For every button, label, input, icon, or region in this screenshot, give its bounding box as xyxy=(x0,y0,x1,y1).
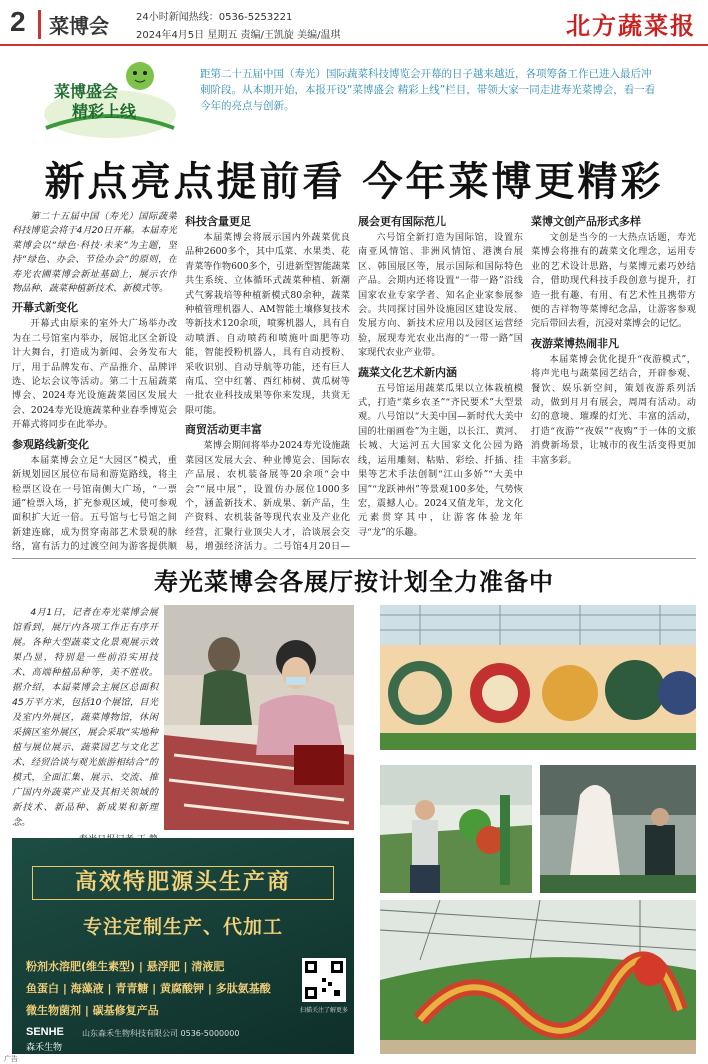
main-headline: 新点亮点提前看 今年菜博更精彩 xyxy=(44,159,664,205)
secondary-story xyxy=(12,605,158,864)
dateline: 2024年4月5日 星期五 责编/王凯旋 美编/温琪 xyxy=(136,30,341,41)
paragraph-tech: 本届菜博会将展示国内外蔬菜优良品种2600多个，其中瓜菜、水果类、花青菜等作物600多个，引进新型智能蔬菜共生系统、立体循环式蔬菜种植、新潮式气雾栽培等种植新模式80余种，蔬菜种植管理机器人、AM智能土壤修复技术等新技术120余项，喷雾机器人，具有自动喷洒、自动喷药和喷施叶面肥等功能，智能授粉机器人，具有自动授粉、采收识别、自动导航等功能，还有巨人南瓜、空中红薯、西红柿树、黄瓜树等一批农业科技成果等你来发现，共赏无限可能。 xyxy=(185,232,350,416)
subhead-trade: 商贸活动更丰富 xyxy=(185,423,262,437)
qr-caption: 扫描关注了解更多 xyxy=(300,1007,349,1014)
ad-product-line-3: 微生物菌剂 | 碳基修复产品 xyxy=(26,1004,159,1017)
subhead-art: 蔬菜文化艺术新内涵 xyxy=(358,365,457,379)
ad-label: 广告 xyxy=(4,1055,18,1063)
subhead-night: 夜游菜博热闹非凡 xyxy=(531,336,619,350)
secondary-story-text: 4月1日，记者在寿光菜博会展馆看到，展厅内各项工作正有序开展。各种大型蔬菜文化景观展示效果凸显，特别是一些前沿实用技术、高端种植品种等，美不胜收。据介绍，本届菜博会主展区总面积45万平方米，包括10个展馆，目光及室内外展区，蔬菜博物馆，休闲采摘区室外展区，展会采取“实地种植与展位展示、蔬菜园艺与文化艺术、经贸洽谈与观光旅游相结合”的模式，全面汇集、展示、交流、推广国内外蔬菜产业及其相关领域的新技术、新品种、新成果和新理念。 xyxy=(12,607,158,828)
ad-brand-name: 森禾生物 xyxy=(26,1043,63,1053)
subhead-tech: 科技含量更足 xyxy=(185,215,251,228)
column-intro: 距第二十五届中国（寿光）国际蔬菜科技博览会开幕的日子越来越近，各项筹备工作已进入最后冲刺阶段。从本期开始，本报开设“菜博盛会 精彩上线”栏目，带领大家一同走进寿光菜博会，看一看今年的亮点与创新。 xyxy=(200,68,656,112)
ad-subtitle: 专注定制生产、代加工 xyxy=(82,916,283,938)
paragraph-night: 本届菜博会优化提升“夜游模式”，将声光电与蔬菜园艺结合，开辟参观、餐饮、娱乐新空间，策划夜游系列活动，做到月月有展会，周周有活动。动幻的意境、璀璨的灯光、丰富的活动，打造“夜游”“夜娱”“夜购”于一体的文旅消费新场景，让城市的夜生活变得更加丰富多彩。 xyxy=(531,353,696,466)
article-column-2 xyxy=(185,210,350,555)
article-column-4 xyxy=(531,210,696,555)
paragraph-trade: 菜博会期间将举办2024寿光设施蔬菜园区发展大会、种业博览会、国际农产品展、农机装备展等20余项“会中会”“展中展”，设置仿办展位1000多个，涵盖新技术、新成果、新产品，生产资料、农机装备等现代农业及产业化经营，汇聚行业顶尖人才，洽谈展会交易，增强经济活力。二号馆4月20日— xyxy=(185,440,350,553)
article-column-3 xyxy=(358,210,523,555)
qr-code-icon xyxy=(302,958,346,1002)
ad-title: 高效特肥源头生产商 xyxy=(32,866,334,900)
paragraph-international: 六号馆全新打造为国际馆，设置东南亚风情馆、非洲风情馆、港澳台展区、韩国展区等，展示国际和国际特色产品。会期内还将设置“一带一路”沿线国家农业专家学者、知名企业家参展参会。共同探讨国外设施园区建设发展、发展方向、新技术应用以及园区运营经验，展现寿光农业出海的“一带一路”国家现代农业产业带。 xyxy=(358,232,523,359)
masthead: 北方蔬菜报 xyxy=(566,11,696,40)
logo-line-2: 精彩上线 xyxy=(72,102,137,121)
subhead-opening: 开幕式新变化 xyxy=(12,301,78,315)
section-title: 菜博会 xyxy=(38,10,109,39)
photo-dragon-sculpture xyxy=(380,900,696,1054)
photo-vegetable-art-wall xyxy=(380,605,696,750)
fertilizer-advertisement xyxy=(12,838,354,1054)
photo-gardener-pruning xyxy=(380,765,532,893)
subhead-international: 展会更有国际范儿 xyxy=(358,215,446,228)
article-column-1 xyxy=(12,210,177,555)
logo-line-1: 菜博盛会 xyxy=(54,82,119,101)
paragraph-creative: 文创是当今的一大热点话题，寿光菜博会将推有的蔬菜文化理念，运用专业的艺术设计思路，与菜博元素巧妙结合，借助现代科技手段创意与提升，打造一批有趣、有用、有艺术性且携带方便的吉祥物等菜博纪念品，让游客参观完后带回去看，沉浸对菜博会的记忆。 xyxy=(531,232,696,330)
ad-product-line-1: 粉剂水溶肥(维生素型) | 悬浮肥 | 清液肥 xyxy=(26,960,225,973)
page-header xyxy=(0,0,708,46)
photo-worker-crafting xyxy=(164,605,354,830)
column-logo-text xyxy=(54,82,136,122)
ad-brand-logo: SENHE xyxy=(26,1026,64,1038)
secondary-headline: 寿光菜博会各展厅按计划全力准备中 xyxy=(154,568,554,596)
photo-worker-sculpture xyxy=(540,765,696,893)
ad-product-line-2: 鱼蛋白 | 海藻液 | 青青糖 | 黄腐酸钾 | 多肽氨基酸 xyxy=(26,982,271,995)
main-article xyxy=(12,210,696,555)
page-number: 2 xyxy=(10,6,26,37)
paragraph-art: 五号馆运用蔬菜瓜果以立体栽植模式，打造“菜乡农圣”“齐民要术”大型景观。八号馆以“大美中国—新时代大美中国的壮丽画卷”为主题，以长江、黄河、长城、大运河五大国家文化公园为路线，运用雕刻、粘贴、彩绘、扦插、挂果等艺术手法创制“江山多娇”“大美中国”“龙跃神州”等景观100多处，气势恢宏，震撼人心。2024又值龙年，龙文化元素贯穿其中，让游客体验龙年寻“龙”的乐趣。 xyxy=(358,382,523,538)
subhead-route: 参观路线新变化 xyxy=(12,437,89,451)
hotline: 24小时新闻热线：0536-5253221 xyxy=(136,12,293,23)
article-lead: 第二十五届中国（寿光）国际蔬菜科技博览会将于4月20日开幕。本届寿光菜博会以“绿色·科技·未来”为主题，坚持“绿色、办会、节俭办会”的原则，在寿光农圃菜博会新址基础上，展示农作物品种、蔬菜种植新技术、新模式等。 xyxy=(12,211,177,295)
paragraph-route: 本届菜博会立足“大园区”模式，重新规划园区展位布局和游览路线，将主检票区设在一号馆南侧大广场，“一票通”检票入场，扩充参观区域，使可参观面积扩大近一倍。五号馆与七号馆之间新建连廊，成为贯穿南部艺术景观的脉络，富有活力的过渡空间为游客提供顺 xyxy=(12,454,177,553)
section-divider xyxy=(12,558,696,559)
ad-contact: 山东森禾生物科技有限公司 0536-5000000 xyxy=(82,1029,240,1038)
subhead-creative: 菜博文创产品形式多样 xyxy=(531,215,641,228)
paragraph-opening: 开幕式由原来的室外大广场举办改为在二号馆室内举办，展馆北区全新设计大舞台，打造成为新闻、会务发布大厅，用于品牌发布、产品推介、品牌评选、论坛会议等活动。第二十五届蔬菜博会、2024寿光设施蔬菜园区发展大会、2024寿光设施蔬菜种业春季博览会开幕式将同步在此举办。 xyxy=(12,318,177,431)
